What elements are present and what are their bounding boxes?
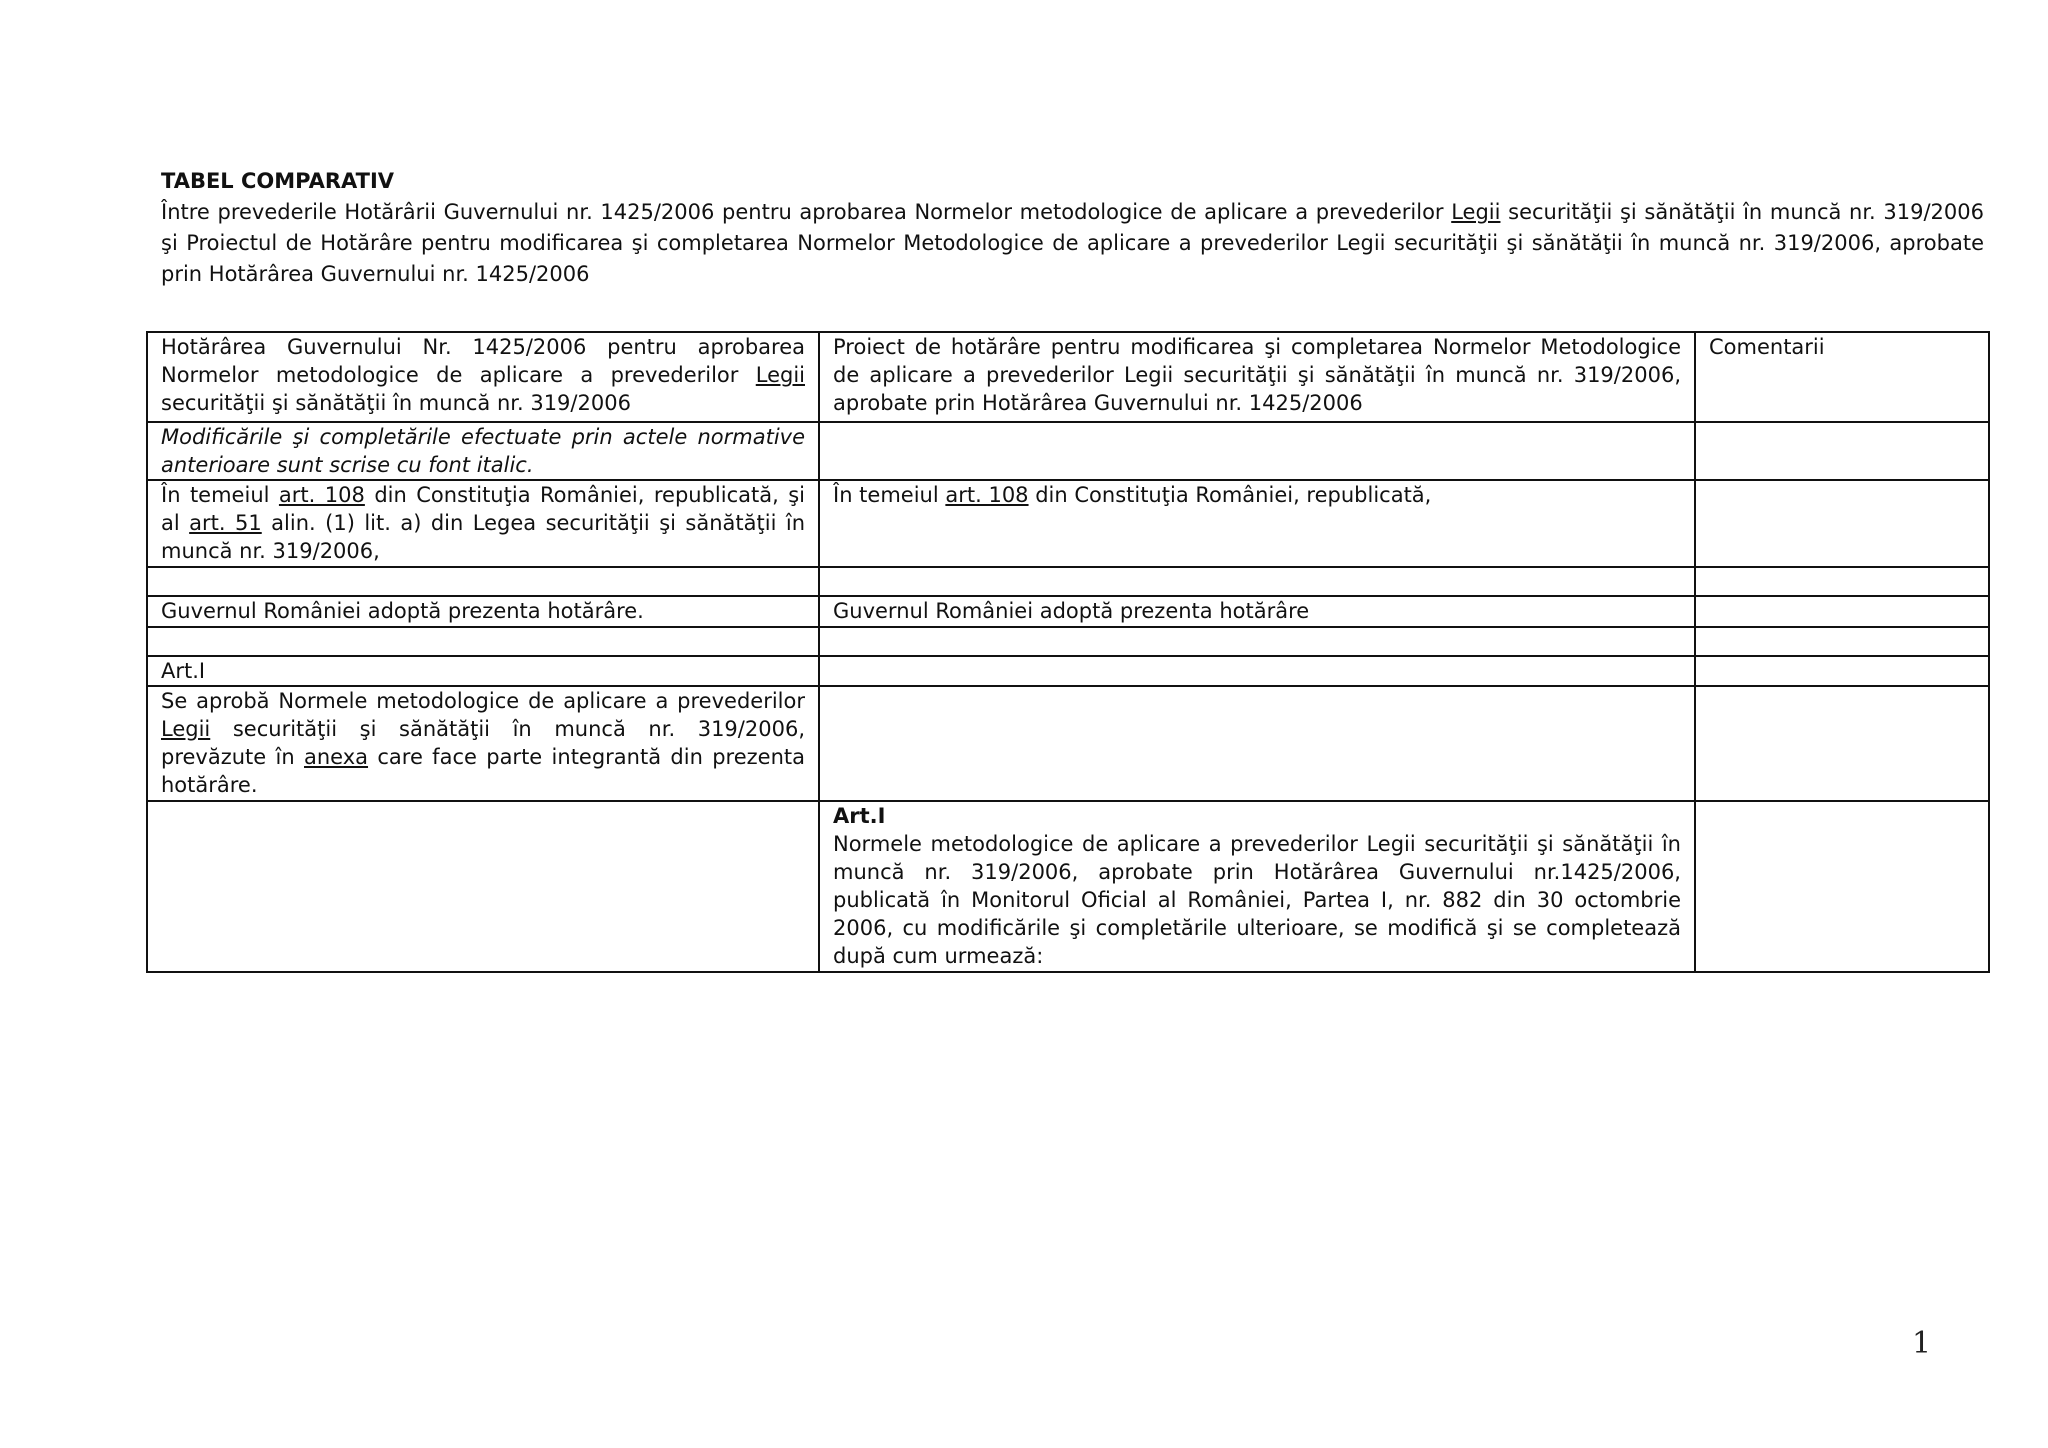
header-cell-draft: Proiect de hotărâre pentru modificarea şi completarea Normelor Metodologice de aplicare a prevederilor Legii securităţii şi sănătăţii în muncă nr. 319/2006, aprobate prin Hotărârea Guvernului nr. 1425/2006 — [819, 332, 1695, 422]
empty-cell — [1695, 801, 1989, 972]
intro-text-start: Între prevederile Hotărârii Guvernului nr. 1425/2006 pentru aprobarea Normelor metodologice de aplicare a prevederilor — [161, 200, 1452, 224]
header-cell-comments: Comentarii — [1695, 332, 1989, 422]
adopta-cell-current: Guvernul României adoptă prezenta hotărâre. — [147, 596, 819, 627]
document-title: TABEL COMPARATIV — [161, 169, 395, 193]
empty-cell — [819, 567, 1695, 596]
temei-cell-current — [147, 480, 819, 567]
table-row — [147, 656, 1989, 686]
table-row — [147, 480, 1989, 567]
document-intro — [161, 197, 1984, 290]
art-108-link[interactable]: art. 108 — [945, 483, 1029, 507]
empty-cell — [819, 686, 1695, 801]
empty-cell — [147, 801, 819, 972]
table-row — [147, 627, 1989, 656]
table-row — [147, 686, 1989, 801]
header-cell-current-law — [147, 332, 819, 422]
legii-link[interactable]: Legii — [161, 717, 211, 741]
empty-cell — [819, 422, 1695, 480]
empty-cell — [819, 656, 1695, 686]
empty-cell — [147, 627, 819, 656]
empty-cell — [1695, 627, 1989, 656]
aproba-text: care face parte integrantă din prezenta hotărâre. — [161, 745, 805, 797]
temei-text: din Constituţia României, republicată, — [1028, 483, 1432, 507]
aproba-text: securităţii şi sănătăţii în muncă nr. 319/2006, prevăzute în — [161, 717, 805, 769]
document-heading — [161, 166, 1984, 290]
anexa-link[interactable]: anexa — [304, 745, 369, 769]
intro-legii-link[interactable]: Legii — [1451, 200, 1501, 224]
temei-text: În temeiul — [833, 483, 946, 507]
empty-cell — [1695, 656, 1989, 686]
art-label-cell: Art.I — [147, 656, 819, 686]
empty-cell — [1695, 422, 1989, 480]
temei-text: din Constituţia României, republicată, şi al — [161, 483, 805, 535]
art-new-body: Normele metodologice de aplicare a prevederilor Legii securităţii şi sănătăţii în muncă nr. 319/2006, aprobate prin Hotărârea Guvernului nr.1425/2006, publicată în Monitorul Oficial al României, Partea I, nr. 882 din 30 octombrie 2006, cu modificările şi completările ulterioare, se modifică şi se completează după cum urmează: — [833, 832, 1681, 968]
empty-cell — [1695, 480, 1989, 567]
temei-text: În temeiul — [161, 483, 279, 507]
empty-cell — [1695, 567, 1989, 596]
empty-cell — [1695, 596, 1989, 627]
italic-note-cell: Modificările şi completările efectuate prin actele normative anterioare sunt scrise cu font italic. — [147, 422, 819, 480]
empty-cell — [819, 627, 1695, 656]
aproba-cell — [147, 686, 819, 801]
aproba-text: Se aprobă Normele metodologice de aplicare a prevederilor — [161, 689, 805, 713]
empty-cell — [147, 567, 819, 596]
art-new-title: Art.I — [833, 804, 886, 828]
table-header-row — [147, 332, 1989, 422]
temei-text: alin. (1) lit. a) din Legea securităţii şi sănătăţii în muncă nr. 319/2006, — [161, 511, 805, 563]
art-new-cell — [819, 801, 1695, 972]
header-current-law-text-end: securităţii şi sănătăţii în muncă nr. 319/2006 — [161, 391, 631, 415]
table-row — [147, 801, 1989, 972]
comparison-table — [146, 331, 1990, 973]
table-row — [147, 596, 1989, 627]
header-current-law-text: Hotărârea Guvernului Nr. 1425/2006 pentru aprobarea Normelor metodologice de aplicare a prevederilor — [161, 335, 805, 387]
header-legii-link[interactable]: Legii — [755, 363, 805, 387]
art-51-link[interactable]: art. 51 — [189, 511, 262, 535]
empty-cell — [1695, 686, 1989, 801]
intro-text-end: securităţii şi sănătăţii în muncă nr. 319/2006 şi Proiectul de Hotărâre pentru modificarea şi completarea Normelor Metodologice de aplicare a prevederilor Legii securităţii şi sănătăţii în muncă nr. 319/2006, aprobate prin Hotărârea Guvernului nr. 1425/2006 — [161, 200, 1984, 286]
adopta-cell-draft: Guvernul României adoptă prezenta hotărâre — [819, 596, 1695, 627]
page-number: 1 — [1912, 1326, 1932, 1361]
art-108-link[interactable]: art. 108 — [278, 483, 365, 507]
temei-cell-draft — [819, 480, 1695, 567]
table-row — [147, 567, 1989, 596]
table-row — [147, 422, 1989, 480]
